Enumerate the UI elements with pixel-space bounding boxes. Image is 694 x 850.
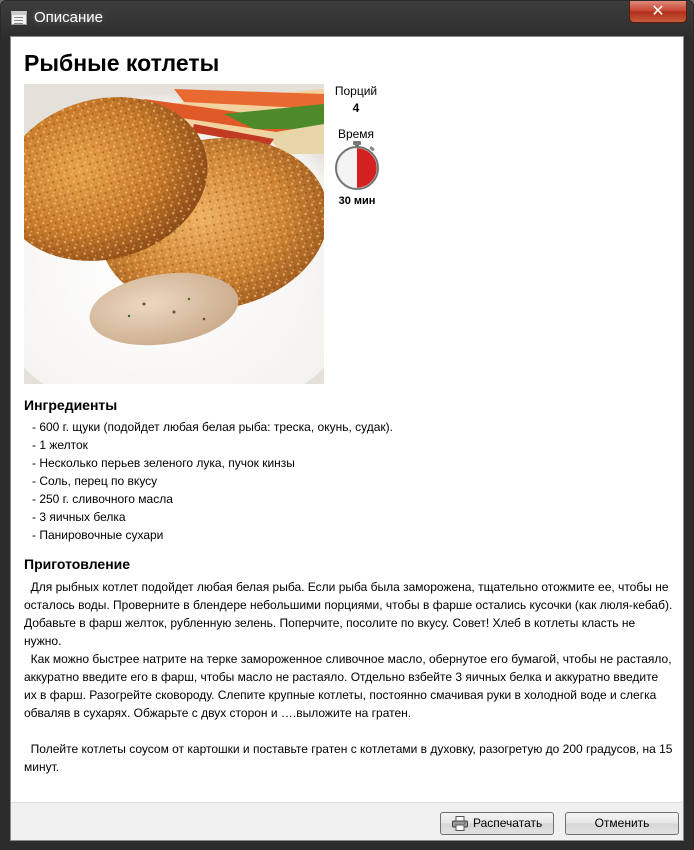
timer-icon xyxy=(334,141,380,191)
window-title: Описание xyxy=(34,9,104,26)
window-icon xyxy=(11,11,27,25)
preparation-text xyxy=(24,578,674,776)
ingredient-item: - 3 яичных белка xyxy=(32,510,126,524)
close-icon: ✕ xyxy=(651,1,665,20)
time-label: Время xyxy=(337,127,375,141)
recipe-photo xyxy=(24,84,324,384)
servings-label: Порций xyxy=(334,84,378,98)
window-client xyxy=(10,36,684,841)
ingredient-item: - Панировочные сухари xyxy=(32,528,164,542)
printer-icon xyxy=(452,816,468,831)
timer-fill xyxy=(357,148,377,188)
ingredient-item: - 1 желток xyxy=(32,438,88,452)
fish-cutlets-photo xyxy=(24,84,324,384)
ingredient-item: - 250 г. сливочного масла xyxy=(32,492,173,506)
ingredient-item: - Несколько перьев зеленого лука, пучок кинзы xyxy=(32,456,295,470)
title-bar[interactable] xyxy=(1,1,693,35)
ingredients-list xyxy=(32,418,632,544)
preparation-heading: Приготовление xyxy=(24,556,131,572)
close-button[interactable] xyxy=(629,1,687,23)
print-button[interactable] xyxy=(440,812,554,835)
print-button-label: Распечатать xyxy=(473,816,543,830)
time-value: 30 мин xyxy=(338,195,376,207)
dialog-footer xyxy=(11,802,683,840)
recipe-title: Рыбные котлеты xyxy=(24,50,220,76)
servings-value: 4 xyxy=(352,101,360,115)
preparation-paragraph: Для рыбных котлет подойдет любая белая рыба. Если рыба была заморожена, тщательно отожмите ее, чтобы не осталось воды. Проверните в блендере небольшими порциями, чтобы в фарше остались кусочки (как люля-кебаб). Добавьте в фарш желток, рубленную зелень. Поперчите, посолите по вкусу. Совет! Хлеб в котлеты класть не нужно. xyxy=(24,580,676,648)
cancel-button[interactable] xyxy=(565,812,679,835)
ingredient-item: - 600 г. щуки (подойдет любая белая рыба: треска, окунь, судак). xyxy=(32,420,393,434)
recipe-content xyxy=(11,37,683,802)
ingredients-heading: Ингредиенты xyxy=(24,397,118,413)
preparation-paragraph: Как можно быстрее натрите на терке замороженное сливочное масло, обернутое его бумагой, чтобы не растаяло, аккуратно введите его в фарш, чтобы масло не растаяло. Отдельно взбейте 3 яичных белка и аккуратно введите их в фарш. Разогрейте сковороду. Слепите крупные котлеты, постоянно смачивая руки в холодной воде и слегка обваляв в сухарях. Обжарьте с двух сторон и ….выложите на гратен. xyxy=(24,652,675,720)
cancel-button-label: Отменить xyxy=(594,816,650,830)
preparation-paragraph: Полейте котлеты соусом от картошки и поставьте гратен с котлетами в духовку, разогретую до 200 градусов, на 15 минут. xyxy=(24,742,676,774)
ingredient-item: - Соль, перец по вкусу xyxy=(32,474,158,488)
